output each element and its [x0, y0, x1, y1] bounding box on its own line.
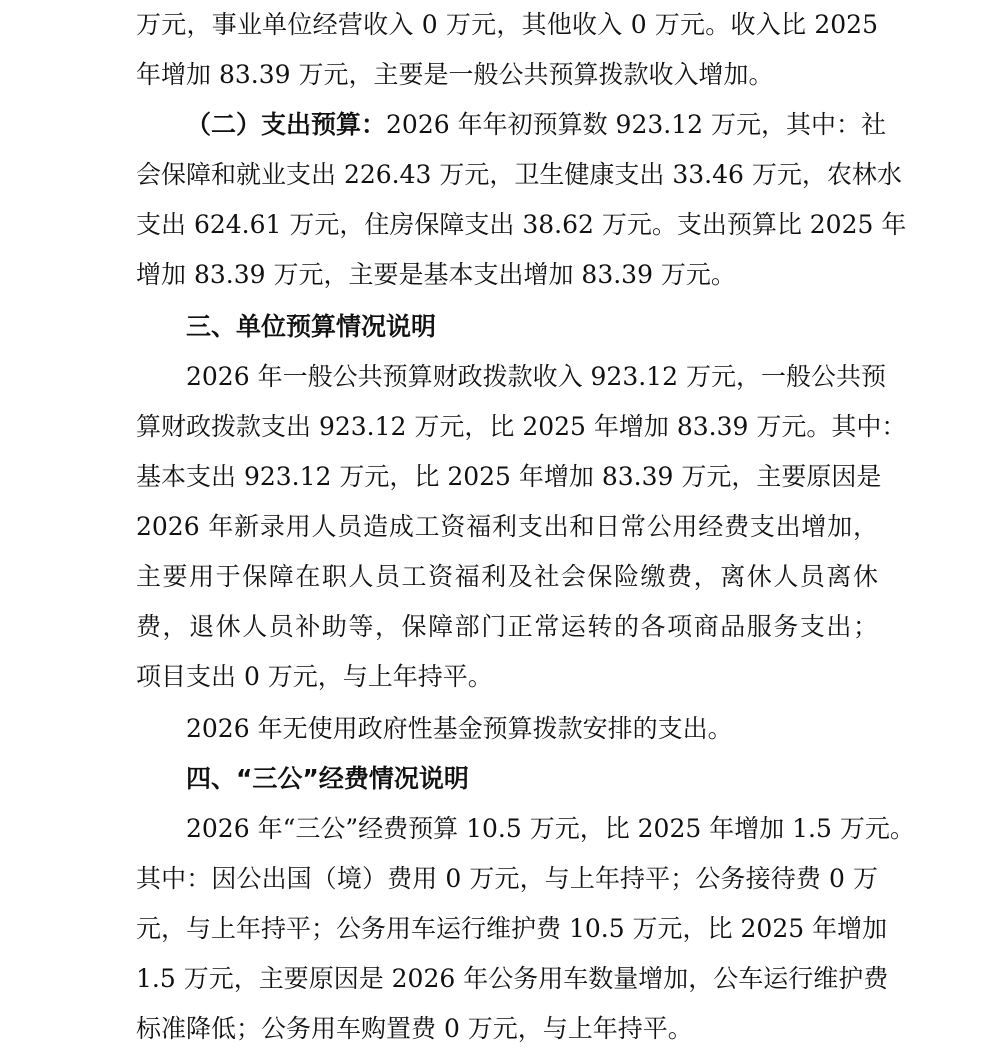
body-line-16: 其中：因公出国（境）费用 0 万元，与上年持平；公务接待费 0 万: [136, 864, 878, 893]
body-line-19: 标准降低；公务用车购置费 0 万元，与上年持平。: [136, 1014, 693, 1043]
section-heading-unit-budget: 三、单位预算情况说明: [186, 312, 437, 341]
body-line-7: 2026 年一般公共预算财政拨款收入 923.12 万元，一般公共预: [186, 362, 886, 391]
body-line-4: 会保障和就业支出 226.43 万元，卫生健康支出 33.46 万元，农林水: [136, 160, 902, 189]
body-line-14: 2026 年无使用政府性基金预算拨款安排的支出。: [186, 714, 733, 743]
body-line-15: 2026 年“三公”经费预算 10.5 万元，比 2025 年增加 1.5 万元。: [186, 814, 915, 843]
body-line-1: 万元，事业单位经营收入 0 万元，其他收入 0 万元。收入比 2025: [136, 10, 878, 39]
body-line-8: 算财政拨款支出 923.12 万元，比 2025 年增加 83.39 万元。其中：: [136, 412, 907, 441]
body-line-17: 元，与上年持平；公务用车运行维护费 10.5 万元，比 2025 年增加: [136, 914, 888, 943]
body-line-18: 1.5 万元，主要原因是 2026 年公务用车数量增加，公车运行维护费: [136, 964, 889, 993]
body-line-2: 年增加 83.39 万元，主要是一般公共预算拨款收入增加。: [136, 60, 774, 89]
body-line-6: 增加 83.39 万元，主要是基本支出增加 83.39 万元。: [136, 260, 736, 289]
body-line-11: 主要用于保障在职人员工资福利及社会保险缴费，离休人员离休: [136, 562, 878, 591]
subsection-heading-expenditure: （二）支出预算：: [186, 110, 387, 139]
body-line-10: 2026 年新录用人员造成工资福利支出和日常公用经费支出增加，: [136, 512, 878, 541]
subsection-expenditure-line: [186, 100, 886, 150]
section-heading-three-public: 四、“三公”经费情况说明: [186, 764, 469, 793]
body-line-5: 支出 624.61 万元，住房保障支出 38.62 万元。支出预算比 2025 年: [136, 210, 907, 239]
body-line-9: 基本支出 923.12 万元，比 2025 年增加 83.39 万元，主要原因是: [136, 462, 882, 491]
body-line-12: 费，退休人员补助等，保障部门正常运转的各项商品服务支出；: [136, 612, 878, 641]
body-line-13: 项目支出 0 万元，与上年持平。: [136, 662, 493, 691]
body-line-3: 2026 年年初预算数 923.12 万元，其中：社: [386, 110, 886, 139]
